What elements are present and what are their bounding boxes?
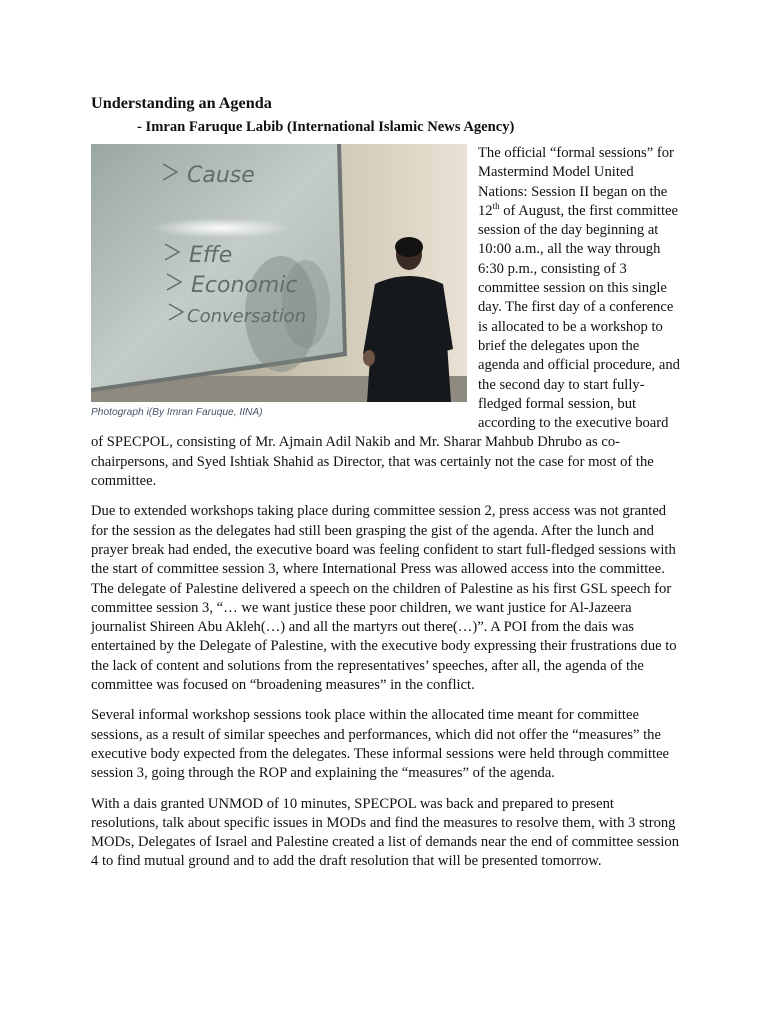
article-byline: - Imran Faruque Labib (International Islamic News Agency) (137, 119, 515, 135)
whiteboard-word-3: Economic (191, 273, 298, 298)
paragraph-2: Due to extended workshops taking place during committee session 2, press access was not granted for the session as the delegates had still been grasping the gist of the agenda. After the lunch and prayer break had ended, the executive board was feeling confident to start full-fledged sessions with the start of committee session 3, where International Press was allowed access into the committee. The delegate of Palestine delivered a speech on the children of Palestine as his first GSL speech for committee session 3, “… we want justice these poor children, we want justice for Al-Jazeera journalist Shireen Abu Akleh(…) and all the martyrs out there(…)”. A POI from the dais was entertained by the Delegate of Palestine, with the executive body expressing their frustrations due to the lack of content and solutions from the representatives’ speeches, after all, the agenda of the committee was focused on “broadening measures” in the conflict. (91, 503, 677, 694)
whiteboard-word-1: Cause (187, 163, 255, 188)
photo-caption: Photograph i(By Imran Faruque, IINA) (91, 407, 263, 418)
paragraph-1-text-a: The official “formal sessions” for Mastermind Model United Nations: Session II began on the 12 (478, 145, 674, 219)
paragraph-1-superscript: th (492, 201, 500, 212)
paragraph-1-text-b: of August, the first committee session of the day beginning at 10:00 a.m., all the way through 6:30 p.m., consisting of 3 committee session on this single day. The first day of a conference is allocated to be a workshop to brief the delegates upon the agenda and official procedure, and the second day to start fully-fledged formal session, but according to the executive board of SPECPOL, consisting of Mr. Ajmain Adil Nakib and Mr. Sharar Mahbub Dhrubo as co-chairpersons, and Syed Ishtiak Shahid as Director, that was certainly not the case for most of the committee. (91, 202, 680, 490)
classroom-photo (91, 144, 467, 402)
paragraph-3: Several informal workshop sessions took place within the allocated time meant for committee sessions, as a result of similar speeches and performances, which did not offer the “measures” the executive body expected from the delegates. These informal sessions were held through committee session 3, going through the ROP and explaining the “measures” of the agenda. (91, 707, 670, 782)
whiteboard-word-4: Conversation (187, 306, 307, 327)
article (91, 92, 681, 883)
whiteboard-word-2: Effe (189, 243, 233, 268)
article-title: Understanding an Agenda (91, 94, 272, 112)
paragraph-4: With a dais granted UNMOD of 10 minutes, SPECPOL was back and prepared to present resolutions, talk about specific issues in MODs and find the measures to resolve them, with 3 strong MODs, Delegates of Israel and Palestine created a list of demands near the end of committee session 4 to find mutual ground and to add the draft resolution that will be presented tomorrow. (91, 795, 680, 870)
photo-figure (91, 144, 467, 419)
